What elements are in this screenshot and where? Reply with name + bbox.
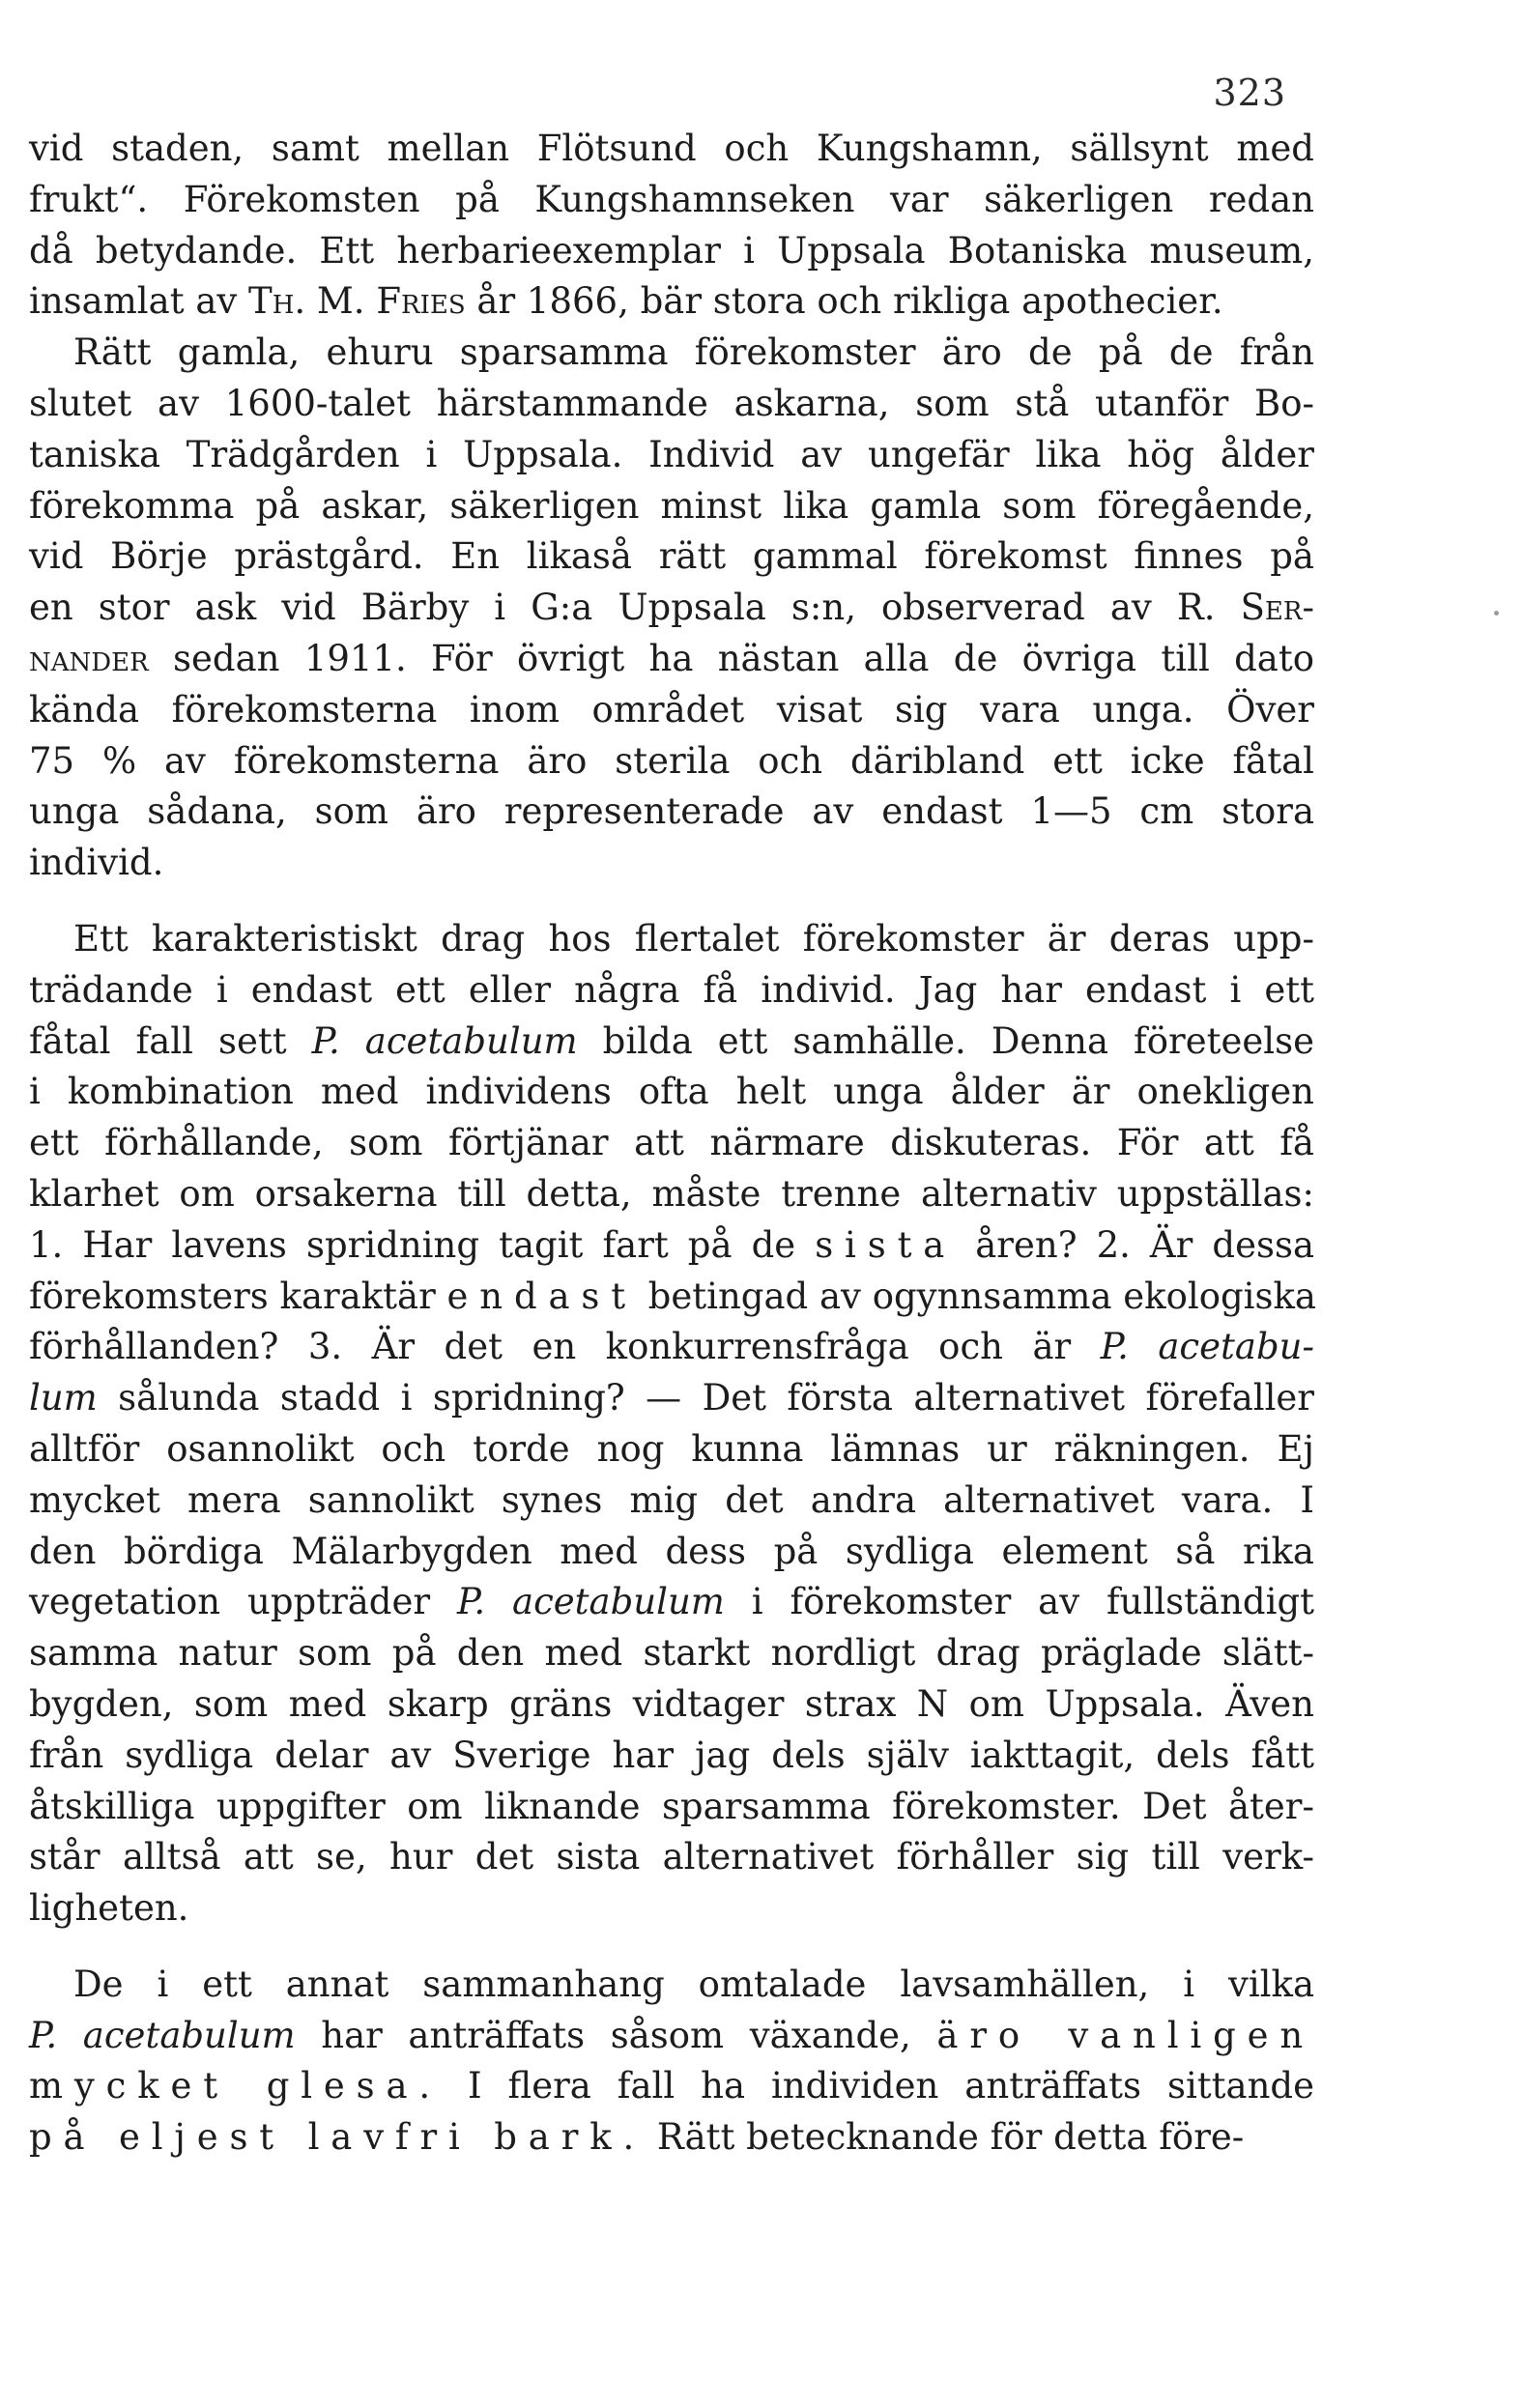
styled-text-segment: sista [815, 1223, 957, 1266]
text-segment: förhållanden? 3. Är det en konkurrensfråga och är [29, 1326, 1101, 1368]
text-segment: sålunda stadd i spridning? — Det första alternativet förefaller [97, 1377, 1314, 1419]
text-segment: vid Börje prästgård. En likaså rätt gammal förekomst finnes på [29, 535, 1314, 578]
text-segment: en stor ask vid Bärby i G:a Uppsala s:n, observerad av [29, 587, 1177, 629]
text-segment: i förekomster av fullständigt [724, 1581, 1314, 1623]
text-line [29, 1577, 1314, 1628]
text-line [29, 2011, 1314, 2062]
text-line [29, 965, 1314, 1017]
styled-text-segment: äro vanligen [936, 2014, 1315, 2056]
paragraph-gap [29, 889, 1314, 914]
text-segment: kända förekomsterna inom området visat sig vara unga. Över [29, 688, 1314, 731]
paragraph [29, 328, 1314, 889]
text-line [29, 2112, 1314, 2164]
text-line [29, 1220, 1314, 1272]
text-line [29, 838, 1314, 889]
text-line [29, 685, 1314, 736]
text-segment: åren? 2. Är dessa [956, 1223, 1315, 1266]
text-line [29, 1628, 1314, 1679]
text-segment: vegetation uppträder [29, 1581, 457, 1623]
text-line [29, 226, 1314, 277]
styled-text-segment: lum [29, 1377, 98, 1419]
text-line [29, 1832, 1314, 1883]
text-segment: ligheten. [29, 1887, 189, 1930]
styled-text-segment: P. acetabulum [29, 2014, 296, 2056]
text-segment: 75 % av förekomsterna äro sterila och däribland ett icke fåtal [29, 739, 1314, 782]
styled-text-segment: mycket glesa. [29, 2065, 442, 2107]
text-segment: den bördiga Mälarbygden med dess på sydliga element så rika [29, 1530, 1314, 1572]
text-segment: bygden, som med skarp gräns vidtager strax N om Uppsala. Även [29, 1682, 1314, 1725]
body-text [29, 124, 1314, 2164]
text-line [29, 379, 1314, 430]
text-line [29, 328, 1314, 379]
text-line [29, 1731, 1314, 1782]
text-segment: sedan 1911. För övrigt ha nästan alla de övriga till dato [148, 637, 1314, 679]
text-line [29, 583, 1314, 634]
text-segment: förekomma på askar, säkerligen minst lika gamla som föregående, [29, 484, 1314, 527]
text-segment: slutet av 1600-talet härstammande askarna, som stå utanför Bo- [29, 382, 1314, 424]
text-line [29, 634, 1314, 685]
text-segment: i kombination med individens ofta helt unga ålder är onekligen [29, 1071, 1314, 1113]
margin-mark [1494, 611, 1499, 616]
styled-text-segment: P. acetabulum [311, 1019, 578, 1062]
text-segment: alltför osannolikt och torde nog kunna lämnas ur räkningen. Ej [29, 1427, 1314, 1470]
text-segment: 1. Har lavens spridning tagit fart på de [29, 1223, 816, 1266]
text-line [29, 1322, 1314, 1373]
text-segment: Ett karakteristiskt drag hos flertalet förekomster är deras upp- [73, 917, 1314, 960]
page-number: 323 [1213, 72, 1286, 114]
text-segment: då betydande. Ett herbarieexemplar i Uppsala Botaniska museum, [29, 229, 1314, 272]
text-segment: år 1866, bär stora och rikliga apothecier. [465, 280, 1223, 323]
styled-text-segment: P. acetabu- [1100, 1326, 1314, 1368]
text-segment: fåtal fall sett [29, 1019, 312, 1062]
text-segment: klarhet om orsakerna till detta, måste trenne alternativ uppställas: [29, 1172, 1314, 1215]
text-line [29, 430, 1314, 481]
text-segment: mycket mera sannolikt synes mig det andra alternativet vara. I [29, 1478, 1314, 1521]
text-segment: vid staden, samt mellan Flötsund och Kungshamn, sällsynt med [29, 128, 1314, 169]
text-segment: åtskilliga uppgifter om liknande sparsamma förekomster. Det åter- [29, 1785, 1314, 1827]
text-segment: I flera fall ha individen anträffats sittande [442, 2065, 1314, 2107]
text-line [29, 276, 1314, 328]
text-line [29, 1782, 1314, 1833]
text-line [29, 787, 1314, 838]
text-line [29, 1679, 1314, 1731]
text-segment: har anträffats såsom växande, [295, 2014, 937, 2056]
text-line [29, 1424, 1314, 1476]
styled-text-segment: Th. M. Fries [248, 280, 466, 323]
text-segment: samma natur som på den med starkt nordligt drag präglade slätt- [29, 1632, 1314, 1675]
text-line [29, 481, 1314, 532]
text-segment: förekomsters karaktär [29, 1275, 447, 1317]
styled-text-segment: endast [446, 1275, 637, 1317]
text-segment: betingad av ogynnsamma ekologiska [636, 1275, 1316, 1317]
styled-text-segment: på eljest lavfri bark. [29, 2116, 647, 2159]
text-segment: bilda ett samhälle. Denna företeelse [577, 1019, 1314, 1062]
text-segment: frukt“. Förekomsten på Kungshamnseken var säkerligen redan [29, 178, 1314, 220]
text-line [29, 1272, 1314, 1323]
paragraph-gap [29, 1935, 1314, 1960]
text-line [29, 1960, 1314, 2011]
styled-text-segment: nander [29, 637, 149, 679]
text-line [29, 1067, 1314, 1118]
text-line [29, 914, 1314, 965]
text-segment: unga sådana, som äro representerade av endast 1—5 cm stora [29, 790, 1314, 833]
text-line [29, 1476, 1314, 1527]
text-segment: individ. [29, 842, 164, 884]
text-segment: Rätt betecknande för detta före- [646, 2116, 1245, 2159]
text-segment: från sydliga delar av Sverige har jag dels själv iakttagit, dels fått [29, 1734, 1314, 1776]
text-line [29, 1883, 1314, 1935]
text-segment: ett förhållande, som förtjänar att närmare diskuteras. För att få [29, 1122, 1314, 1164]
text-line [29, 1373, 1314, 1424]
paragraph [29, 914, 1314, 1935]
text-line [29, 531, 1314, 583]
text-line [29, 1169, 1314, 1220]
text-segment: står alltså att se, hur det sista alternativet förhåller sig till verk- [29, 1836, 1314, 1878]
paragraph [29, 124, 1314, 328]
text-line [29, 2061, 1314, 2112]
text-line [29, 1017, 1314, 1068]
text-segment: insamlat av [29, 280, 249, 323]
text-segment: De i ett annat sammanhang omtalade lavsamhällen, i vilka [73, 1963, 1314, 2005]
paragraph [29, 1960, 1314, 2164]
text-line [29, 124, 1314, 175]
text-line [29, 736, 1314, 788]
text-line [29, 1118, 1314, 1169]
text-segment: taniska Trädgården i Uppsala. Individ av ungefär lika hög ålder [29, 433, 1314, 475]
text-segment: trädande i endast ett eller några få individ. Jag har endast i ett [29, 968, 1314, 1011]
text-line [29, 1527, 1314, 1578]
styled-text-segment: P. acetabulum [456, 1581, 725, 1623]
styled-text-segment: R. Ser- [1176, 587, 1314, 629]
text-segment: Rätt gamla, ehuru sparsamma förekomster äro de på de från [73, 331, 1314, 374]
text-line [29, 175, 1314, 226]
